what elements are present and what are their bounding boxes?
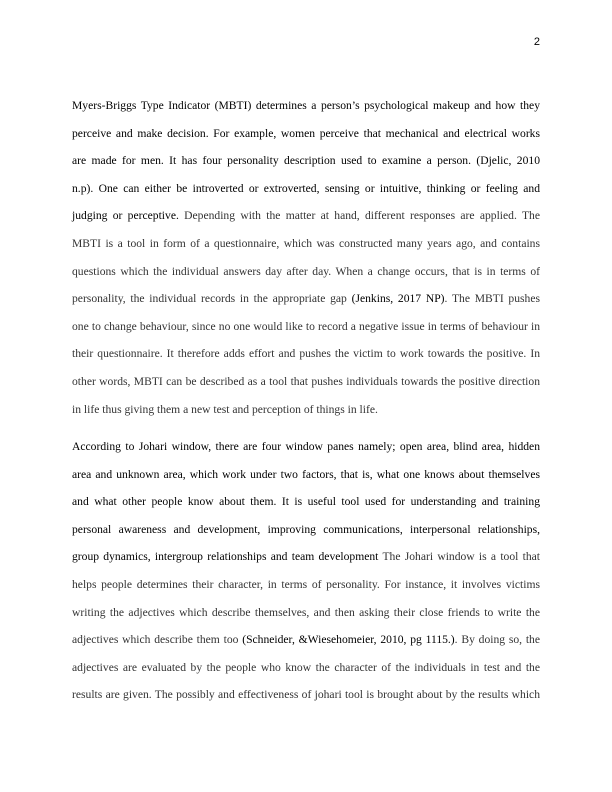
- text-segment: The Johari window is a tool that: [382, 550, 541, 564]
- text-line: MBTI is a tool in form of a questionnaire, which was constructed many years ago, and contains: [72, 236, 540, 250]
- text-line: one to change behaviour, since no one would like to record a negative issue in terms of behaviour in: [72, 319, 540, 333]
- text-line: [72, 543, 540, 571]
- text-line: helps people determines their character, in terms of personality. For instance, it involves victims: [72, 577, 540, 591]
- text-line: [72, 202, 540, 230]
- text-segment: . By doing so, the: [454, 633, 540, 647]
- citation-schneider: (Schneider, &Wiesehomeier, 2010, pg 1115.): [242, 633, 455, 647]
- text-line: personal awareness and development, improving communications, interpersonal relationships,: [72, 522, 540, 536]
- text-line: perceive and make decision. For example, women perceive that mechanical and electrical works: [72, 126, 540, 140]
- text-line: writing the adjectives which describe themselves, and then asking their close friends to write the: [72, 605, 540, 619]
- text-segment: judging or perceptive.: [72, 209, 185, 223]
- text-line: other words, MBTI can be described as a tool that pushes individuals towards the positive direction: [72, 374, 540, 388]
- text-segment: personality, the individual records in the appropriate gap: [72, 292, 352, 306]
- text-segment: . The MBTI pushes: [444, 292, 540, 306]
- text-line: [72, 626, 540, 654]
- text-segment: Depending with the matter at hand, different responses are applied. The: [184, 209, 540, 223]
- text-line: n.p). One can either be introverted or extroverted, sensing or intuitive, thinking or feeling and: [72, 181, 540, 195]
- text-line: and what other people know about them. It is useful tool used for understanding and training: [72, 495, 540, 509]
- text-line: According to Johari window, there are four window panes namely; open area, blind area, hidden: [72, 440, 540, 453]
- page-number: 2: [533, 36, 540, 48]
- text-line: questions which the individual answers day after day. When a change occurs, that is in terms of: [72, 264, 540, 278]
- paragraph-mbti: [72, 92, 540, 423]
- paragraph-johari: [72, 433, 540, 709]
- text-segment: group dynamics, intergroup relationships and team development: [72, 550, 383, 564]
- text-line: in life thus giving them a new test and perception of things in life.: [72, 402, 378, 416]
- text-segment: adjectives which describe them too: [72, 633, 243, 647]
- text-line: adjectives are evaluated by the people who know the character of the individuals in test and the: [72, 660, 540, 674]
- citation-jenkins: (Jenkins, 2017 NP): [351, 292, 445, 306]
- text-line: their questionnaire. It therefore adds effort and pushes the victim to work towards the positive. In: [72, 347, 540, 361]
- text-line: [72, 285, 540, 313]
- text-line: are made for men. It has four personality description used to examine a person. (Djelic, 2010: [72, 154, 540, 168]
- text-line: Myers-Briggs Type Indicator (MBTI) determines a person’s psychological makeup and how they: [72, 99, 540, 112]
- text-line: area and unknown area, which work under two factors, that is, what one knows about themselves: [72, 467, 540, 481]
- text-line: results are given. The possibly and effectiveness of johari tool is brought about by the results which: [72, 688, 540, 702]
